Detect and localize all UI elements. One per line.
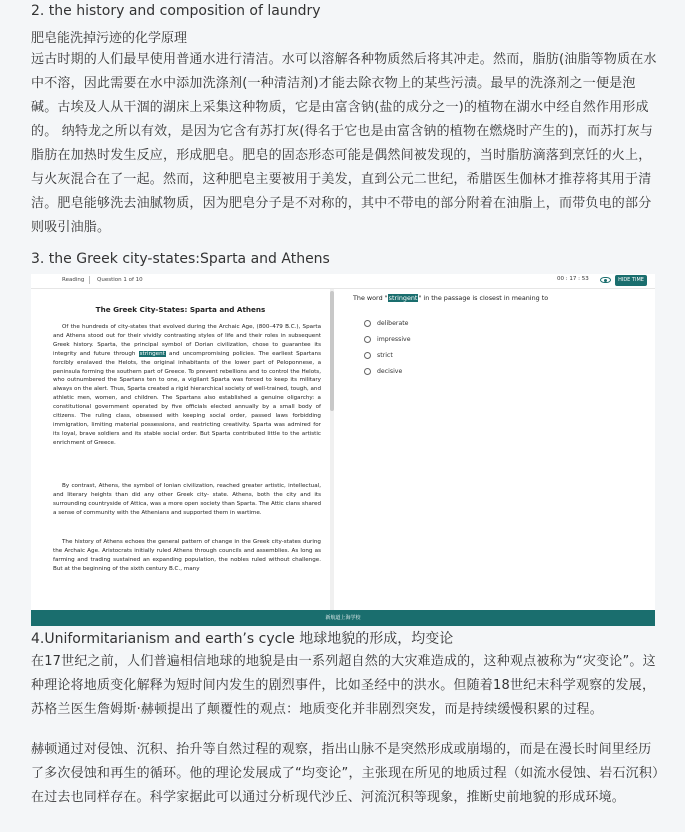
section-3-title: 3. the Greek city-states:Sparta and Athens xyxy=(31,251,330,267)
passage-title: The Greek City-States: Sparta and Athens xyxy=(95,305,266,314)
section-2-title: 2. the history and composition of laundry xyxy=(31,3,321,19)
section-label: Reading xyxy=(62,277,85,283)
section-4-title: 4.Uniformitarianism and earth’s cycle 地球地貌的形成，均变论 xyxy=(31,631,454,647)
question-prefix: The word " xyxy=(353,294,388,302)
radio-button[interactable] xyxy=(364,336,371,343)
radio-button[interactable] xyxy=(364,368,371,375)
radio-button[interactable] xyxy=(364,320,371,327)
hide-time-button[interactable]: HIDE TIME xyxy=(615,275,647,286)
scroll-thumb[interactable] xyxy=(330,291,334,411)
passage-scrollbar[interactable] xyxy=(330,289,334,610)
question-suffix: " in the passage is closest in meaning to xyxy=(418,294,549,302)
section-4-body-1: 在17世纪之前，人们普遍相信地球的地貌是由一系列超自然的大灾难造成的，这种观点被称为“灾变论”。这种理论将地质变化解释为短时间内发生的剧烈事件，比如圣经中的洪水。但随着18世纪末科学观察的发展，苏格兰医生詹姆斯·赫顿提出了颠覆性的观点：地质变化并非剧烈突发，而是持续缓慢积累的过程。 xyxy=(31,654,656,717)
highlighted-word[interactable]: stringent xyxy=(139,350,165,357)
passage-paragraph-1 xyxy=(53,323,321,448)
test-header xyxy=(31,274,655,289)
eye-icon[interactable] xyxy=(600,277,611,283)
question-counter: Question 1 of 10 xyxy=(97,277,143,283)
section-2-body: 远古时期的人们最早使用普通水进行清洁。水可以溶解各种物质然后将其冲走。然而，脂肪(油脂等物质在水中不溶，因此需要在水中添加洗涤剂(一种清洁剂)才能去除衣物上的某些污渍。最早的洗涤剂之一便是泡碱。古埃及人从干涸的湖床上采集这种物质，它是由富含钠(盐的成分之一)的植物在湖水中经自然作用形成的。 纳特龙之所以有效，是因为它含有苏打灰(得名于它也是由富含钠的植物在燃烧时产生的)，而苏打灰与脂肪在加热时发生反应，形成肥皂。肥皂的固态形态可能是偶然间被发现的，当时脂肪滴落到烹饪的火上，与火灰混合在了一起。然而，这种肥皂主要被用于美发，直到公元二世纪，希腊医生伽林才推荐将其用于清洁。肥皂能够洗去油腻物质，因为肥皂分子是不对称的，其中不带电的部分附着在油脂上，而带负电的部分则吸引油脂。 xyxy=(31,52,657,235)
passage-paragraph-3: The history of Athens echoes the general pattern of change in the Greek city-states during the Archaic Age. Aristocrats initially ruled Athens through councils and assemblies. As long as farming and trading sustained an expanding population, the nobles ruled without challenge. But at the beginning of the sixth century B.C., many xyxy=(53,539,321,572)
section-2-subtitle: 肥皂能洗掉污迹的化学原理 xyxy=(31,31,188,46)
reading-passage xyxy=(31,289,330,610)
embedded-test-screenshot xyxy=(31,274,655,626)
header-divider xyxy=(89,276,90,284)
paragraph-1-start: Of the hundreds of city-states that evolved during the Archaic Age, (800–479 B.C.), Sparta and Athens stood out for their vividly contrasting styles of life and their roles in subsequent Greek history. Sparta, the principal symbol of Dorian civilization, chose to guarantee its integrity and future through xyxy=(53,324,321,357)
option-label: impressive xyxy=(377,336,411,343)
option-label: decisive xyxy=(377,368,403,375)
option-label: deliberate xyxy=(377,320,409,327)
question-word: stringent xyxy=(388,294,418,302)
option-label: strict xyxy=(377,352,393,359)
timer: 00 : 17 : 53 xyxy=(557,276,589,282)
section-4-body-2: 赫顿通过对侵蚀、沉积、抬升等自然过程的观察，指出山脉不是突然形成或崩塌的，而是在漫长时间里经历了多次侵蚀和再生的循环。他的理论发展成了“均变论”，主张现在所见的地质过程（如流水侵蚀、岩石沉积）在过去也同样存在。科学家据此可以通过分析现代沙丘、河流沉积等现象，推断史前地貌的形成环境。 xyxy=(31,742,659,805)
question-text xyxy=(353,294,548,302)
footer-bar: 新航道上海学校 xyxy=(31,610,655,626)
passage-paragraph-2: By contrast, Athens, the symbol of Ionian civilization, reached greater artistic, intellectual, and literary heights than did any other Greek city- state. Athens, both the city and its surrounding countryside of Attica, was a more open society than Sparta. The Attic clans shared a sense of community with the Athenians and supported them in wartime. xyxy=(53,483,321,516)
radio-button[interactable] xyxy=(364,352,371,359)
paragraph-1-end: and uncompromising policies. The earliest Spartans forcibly enslaved the Helots, the original inhabitants of the lower part of Peloponnese, a peninsula forming the southern part of Greece. To prevent rebellions and to control the Helots, who outnumbered the Spartans ten to one, a vigilant Sparta was forced to keep its military always on the alert. Thus, Sparta created a rigid hierarchical society of well-trained, tough, and athletic men, women, and children. The Spartans also established a genuine oligarchy: a constitutional government operated by five officials elected annually by a small body of citizens. The ruling class, obsessed with keeping social order, passed laws forbidding immigration, limiting material possessions, and restricting creativity. Sparta was admired for its loyal, brave soldiers and its stable social order. But Sparta contributed little to the artistic enrichment of Greece. xyxy=(53,350,322,446)
